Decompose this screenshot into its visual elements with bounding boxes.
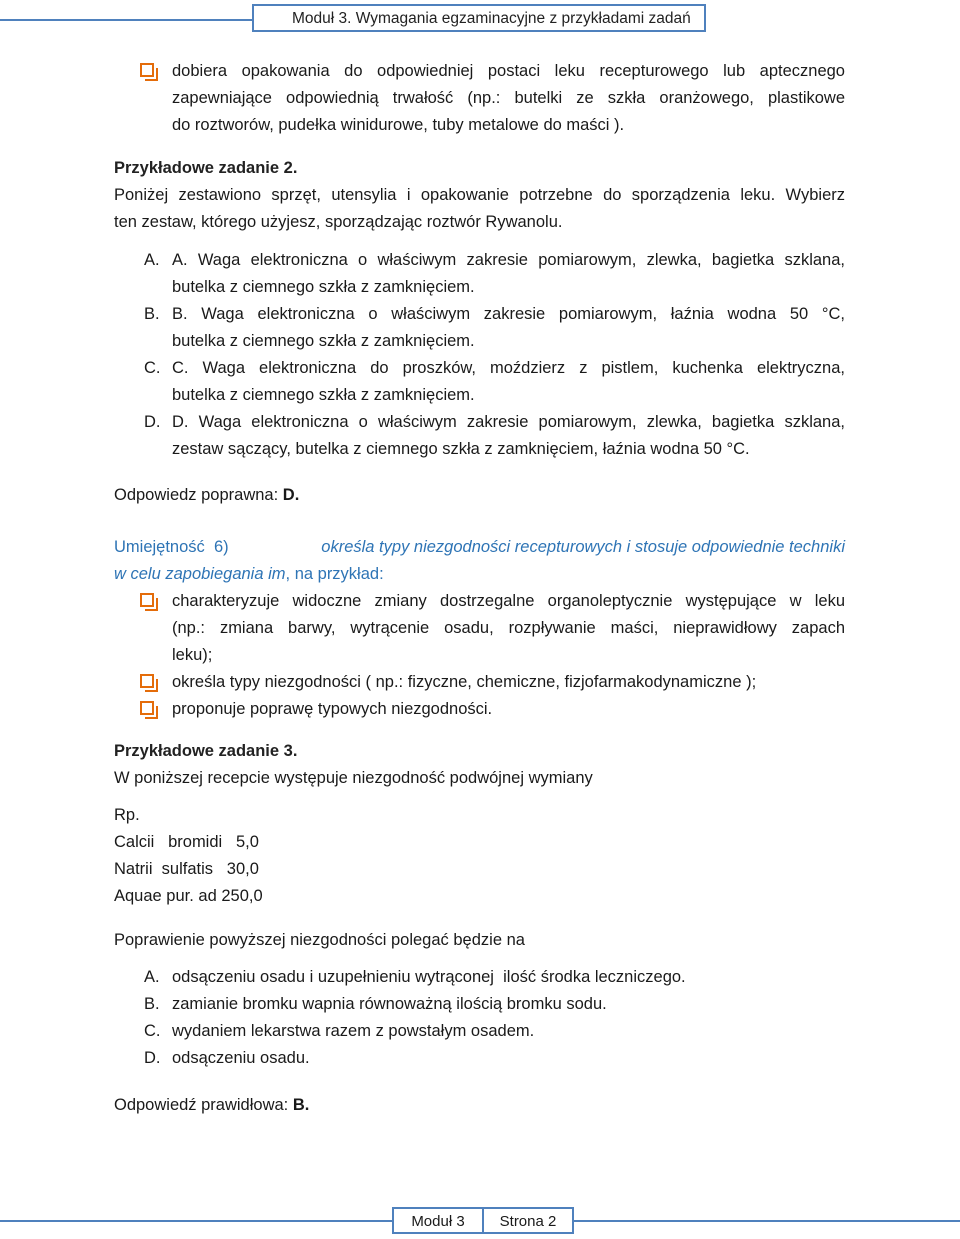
task2-option-c-line2: butelka z ciemnego szkła z zamknięciem. <box>172 386 475 404</box>
recipe-line-1: Rp. <box>114 806 140 824</box>
task2-option-b-line2: butelka z ciemnego szkła z zamknięciem. <box>172 332 475 350</box>
task3-option-b-text: zamianie bromku wapnia równoważną ilością bromku sodu. <box>172 995 607 1013</box>
task3-option-a-text: odsączeniu osadu i uzupełnieniu wytrąconej ilość środka leczniczego. <box>172 968 686 986</box>
recipe-line-3: Natrii sulfatis 30,0 <box>114 860 259 878</box>
task3-answer <box>114 1094 309 1116</box>
task2-option-d-line1: D. Waga elektroniczna o właściwym zakresie pomiarowym, zlewka, bagietka szklana, <box>172 413 845 431</box>
task3-heading: Przykładowe zadanie 3. <box>114 742 298 760</box>
intro-line-3: do roztworów, pudełka winidurowe, tuby metalowe do maści ). <box>172 116 625 134</box>
skill6-line-2 <box>114 563 384 585</box>
task2-option-d-line2: zestaw sączący, butelka z ciemnego szkła z zamknięciem, łaźnia wodna 50 °C. <box>172 440 750 458</box>
task2-answer-label: Odpowiedz poprawna: <box>114 486 283 504</box>
skill6-bullet1-line1: charakteryzuje widoczne zmiany dostrzegalne organoleptycznie występujące w leku <box>172 592 845 610</box>
task2-option-d-letter: D. <box>144 413 161 431</box>
task2-option-a-letter: A. <box>144 251 160 269</box>
task3-option-d-text: odsączeniu osadu. <box>172 1049 310 1067</box>
task3-question: W poniższej recepcie występuje niezgodność podwójnej wymiany <box>114 769 593 787</box>
task2-option-c-letter: C. <box>144 359 161 377</box>
checkbox-bullet-icon <box>140 593 154 607</box>
intro-line-1: dobiera opakowania do odpowiedniej postaci leku recepturowego lub aptecznego <box>172 62 845 80</box>
skill6-bullet2: określa typy niezgodności ( np.: fizyczne, chemiczne, fizjofarmakodynamiczne ); <box>172 673 757 691</box>
skill6-italic-line-1: określa typy niezgodności recepturowych i stosuje odpowiednie techniki <box>321 538 845 556</box>
task2-heading: Przykładowe zadanie 2. <box>114 159 298 177</box>
task2-answer-value: D. <box>282 486 300 504</box>
task2-option-c-line1: C. Waga elektroniczna do proszków, moździerz z pistlem, kuchenka elektryczna, <box>172 359 845 377</box>
task3-answer-value: B. <box>292 1096 310 1114</box>
recipe-line-2: Calcii bromidi 5,0 <box>114 833 259 851</box>
task2-option-b-letter: B. <box>144 305 160 323</box>
task3-prompt: Poprawienie powyższej niezgodności polegać będzie na <box>114 931 525 949</box>
task2-option-b-line1: B. Waga elektroniczna o właściwym zakresie pomiarowym, łaźnia wodna 50 °C, <box>172 305 845 323</box>
header-box-edge <box>704 4 706 32</box>
checkbox-bullet-icon <box>140 63 154 77</box>
skill6-bullet3: proponuje poprawę typowych niezgodności. <box>172 700 493 718</box>
task2-question-line-1: Poniżej zestawiono sprzęt, utensylia i opakowanie potrzebne do sporządzenia leku. Wybierz <box>114 186 845 204</box>
task2-answer <box>114 484 299 506</box>
skill6-line-1 <box>114 536 845 558</box>
skill6-suffix: , na przykład: <box>285 565 384 583</box>
task2-question-line-2: ten zestaw, którego użyjesz, sporządzając roztwór Rywanolu. <box>114 213 563 231</box>
task3-answer-label: Odpowiedź prawidłowa: <box>114 1096 293 1114</box>
skill6-prefix: Umiejętność 6) <box>114 538 234 556</box>
task3-option-c-text: wydaniem lekarstwa razem z powstałym osadem. <box>172 1022 535 1040</box>
header-rule <box>0 19 252 21</box>
task3-option-c-letter: C. <box>144 1022 161 1040</box>
task2-option-a-line1: A. Waga elektroniczna o właściwym zakresie pomiarowym, zlewka, bagietka szklana, <box>172 251 845 269</box>
task3-option-b-letter: B. <box>144 995 160 1013</box>
skill6-bullet1-line2: (np.: zmiana barwy, wytrącenie osadu, rozpływanie maści, nieprawidłowy zapach <box>172 619 845 637</box>
footer-page-number: Strona 2 <box>482 1207 574 1234</box>
intro-line-2: zapewniające odpowiednią trwałość (np.: butelki ze szkła oranżowego, plastikowe <box>172 89 845 107</box>
checkbox-bullet-icon <box>140 674 154 688</box>
checkbox-bullet-icon <box>140 701 154 715</box>
skill6-italic-line-2: w celu zapobiegania im <box>114 565 286 583</box>
task2-option-a-line2: butelka z ciemnego szkła z zamknięciem. <box>172 278 475 296</box>
footer-module: Moduł 3 <box>392 1207 484 1234</box>
recipe-line-4: Aquae pur. ad 250,0 <box>114 887 263 905</box>
skill6-bullet1-line3: leku); <box>172 646 213 664</box>
header-title: Moduł 3. Wymagania egzaminacyjne z przykładami zadań <box>252 4 704 32</box>
task3-option-d-letter: D. <box>144 1049 161 1067</box>
task3-option-a-letter: A. <box>144 968 160 986</box>
